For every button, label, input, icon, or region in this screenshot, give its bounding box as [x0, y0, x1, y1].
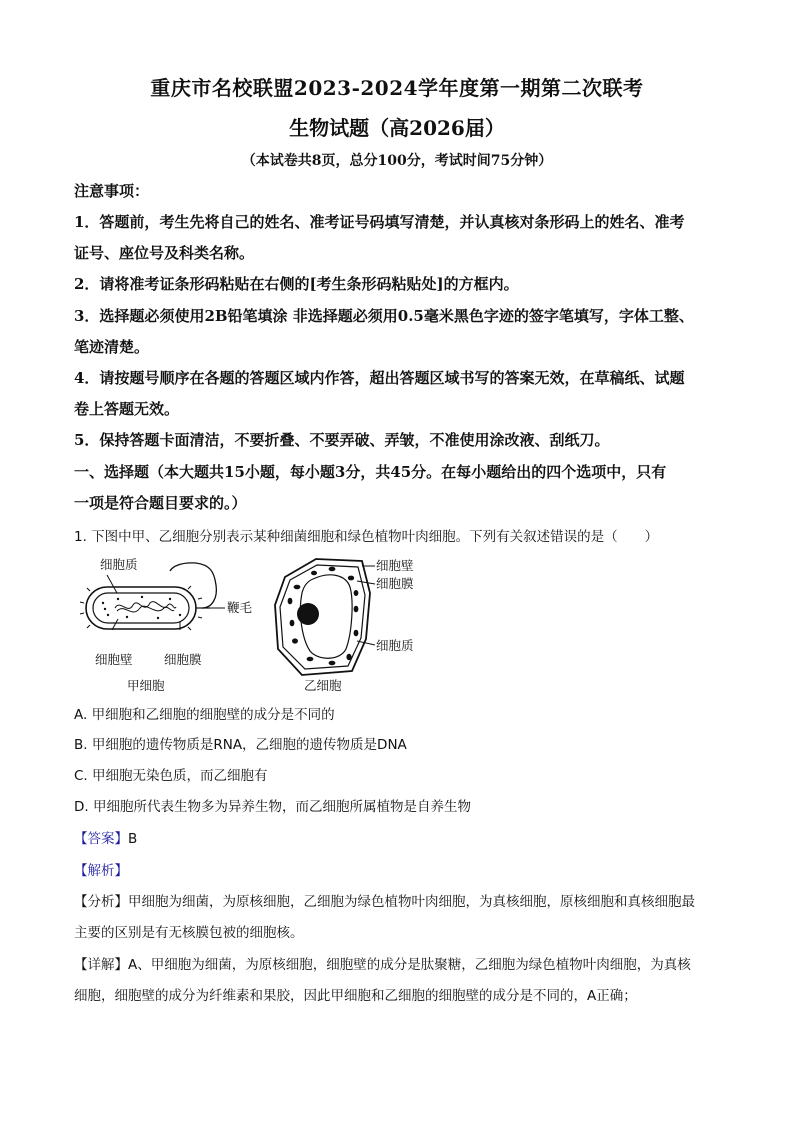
label-wall-a: 细胞壁 — [95, 652, 133, 667]
label-membrane-b: 细胞膜 — [376, 576, 414, 591]
cell-diagram — [70, 553, 430, 696]
option-b: B. 甲细胞的遗传物质是RNA，乙细胞的遗传物质是DNA — [74, 737, 407, 753]
xiangjie-line — [74, 955, 724, 975]
analysis-line — [74, 861, 724, 881]
caption-cell-a: 甲细胞 — [127, 678, 165, 693]
answer-tag: 【答案】 — [74, 831, 128, 847]
notice-line: 4．请按题号顺序在各题的答题区域内作答，超出答题区域书写的答案无效，在草稿纸、试题 — [74, 369, 685, 387]
option-a: A. 甲细胞和乙细胞的细胞壁的成分是不同的 — [74, 707, 335, 723]
label-cytoplasm-a: 细胞质 — [100, 557, 138, 572]
option-c: C. 甲细胞无染色质，而乙细胞有 — [74, 768, 268, 784]
plant-cell — [275, 558, 414, 693]
fenxi-text: 甲细胞为细菌，为原核细胞，乙细胞为绿色植物叶肉细胞，为真核细胞，原核细胞和真核细胞最 — [128, 894, 695, 910]
notice-heading: 注意事项： — [74, 182, 150, 200]
answer-value: B — [128, 831, 138, 847]
bacterium-cell — [80, 557, 253, 693]
question-stem: 1. 下图中甲、乙细胞分别表示某种细菌细胞和绿色植物叶肉细胞。下列有关叙述错误的是（ ） — [74, 529, 659, 545]
notice-line: 卷上答题无效。 — [74, 400, 180, 418]
xiangjie-line: 细胞，细胞壁的成分为纤维素和果胶，因此甲细胞和乙细胞的细胞壁的成分是不同的，A正确； — [74, 988, 637, 1004]
fenxi-line: 主要的区别是有无核膜包被的细胞核。 — [74, 925, 304, 941]
label-flagellum: 鞭毛 — [227, 600, 253, 615]
label-cytoplasm-b: 细胞质 — [376, 638, 414, 653]
fenxi-line — [74, 892, 724, 912]
notice-line: 证号、座位号及科类名称。 — [74, 244, 255, 262]
section-heading: 一、选择题（本大题共15小题，每小题3分，共45分。在每小题给出的四个选项中，只有 — [74, 463, 667, 481]
xiangjie-text: A、甲细胞为细菌，为原核细胞，细胞壁的成分是肽聚糖，乙细胞为绿色植物叶肉细胞，为真核 — [128, 957, 691, 973]
notice-line: 2．请将准考证条形码粘贴在右侧的[考生条形码粘贴处]的方框内。 — [74, 275, 519, 293]
label-wall-b: 细胞壁 — [376, 558, 414, 573]
label-membrane-a: 细胞膜 — [164, 652, 202, 667]
exam-subtitle: 生物试题（高2026届） — [289, 116, 505, 140]
notice-line: 5．保持答题卡面清洁，不要折叠、不要弄破、弄皱，不准使用涂改液、刮纸刀。 — [74, 431, 610, 449]
notice-line: 笔迹清楚。 — [74, 338, 150, 356]
notice-line: 1．答题前，考生先将自己的姓名、准考证号码填写清楚，并认真核对条形码上的姓名、准考 — [74, 213, 685, 231]
exam-title: 重庆市名校联盟2023-2024学年度第一期第二次联考 — [150, 76, 644, 100]
option-d: D. 甲细胞所代表生物多为异养生物，而乙细胞所属植物是自养生物 — [74, 799, 471, 815]
xiangjie-tag: 【详解】 — [74, 957, 128, 973]
answer-line — [74, 829, 724, 849]
section-heading: 一项是符合题目要求的。） — [74, 494, 247, 512]
notice-line: 3．选择题必须使用2B铅笔填涂 非选择题必须用0.5毫米黑色字迹的签字笔填写，字体工整、 — [74, 307, 694, 325]
fenxi-tag: 【分析】 — [74, 894, 128, 910]
analysis-tag: 【解析】 — [74, 863, 128, 879]
caption-cell-b: 乙细胞 — [304, 678, 342, 693]
exam-info: （本试卷共8页，总分100分，考试时间75分钟） — [241, 153, 553, 169]
